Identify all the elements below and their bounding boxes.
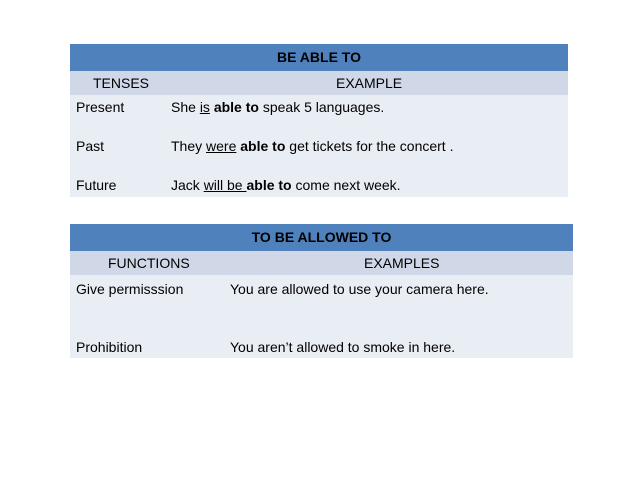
tense-label-future: Future — [76, 177, 117, 193]
example-past-post: get tickets for the concert . — [285, 138, 454, 154]
to-be-allowed-to-title: TO BE ALLOWED TO — [70, 224, 573, 251]
example-future — [171, 177, 401, 193]
example-prohibition: You aren’t allowed to smoke in here. — [230, 339, 456, 355]
example-past — [171, 138, 453, 154]
example-permission: You are allowed to use your camera here. — [230, 281, 489, 297]
be-able-to-header-row — [70, 71, 568, 95]
be-able-to-table — [70, 44, 568, 197]
example-present-pre: She — [171, 99, 200, 115]
to-be-allowed-to-header-row — [70, 251, 573, 275]
example-future-bold: able to — [246, 177, 292, 193]
example-present-verb: is — [199, 99, 210, 115]
be-able-to-body — [70, 95, 568, 197]
tenses-header: TENSES — [93, 75, 150, 91]
example-header: EXAMPLE — [336, 75, 403, 91]
example-future-post: come next week. — [291, 177, 401, 193]
example-present-post: speak 5 languages. — [258, 99, 385, 115]
example-present-bold: able to — [213, 99, 259, 115]
function-label-permission: Give permisssion — [76, 281, 184, 297]
example-future-verb: will be — [203, 177, 247, 193]
function-label-prohibition: Prohibition — [76, 339, 143, 355]
example-future-pre: Jack — [171, 177, 204, 193]
example-present — [171, 99, 384, 115]
example-past-bold: able to — [240, 138, 286, 154]
examples-header: EXAMPLES — [364, 255, 440, 271]
to-be-allowed-to-table — [70, 224, 573, 358]
example-past-pre: They — [171, 138, 207, 154]
tense-label-present: Present — [76, 99, 125, 115]
be-able-to-title: BE ABLE TO — [70, 44, 568, 71]
to-be-allowed-to-body — [70, 275, 573, 358]
example-past-verb: were — [206, 138, 237, 154]
functions-header: FUNCTIONS — [108, 255, 190, 271]
tense-label-past: Past — [76, 138, 105, 154]
